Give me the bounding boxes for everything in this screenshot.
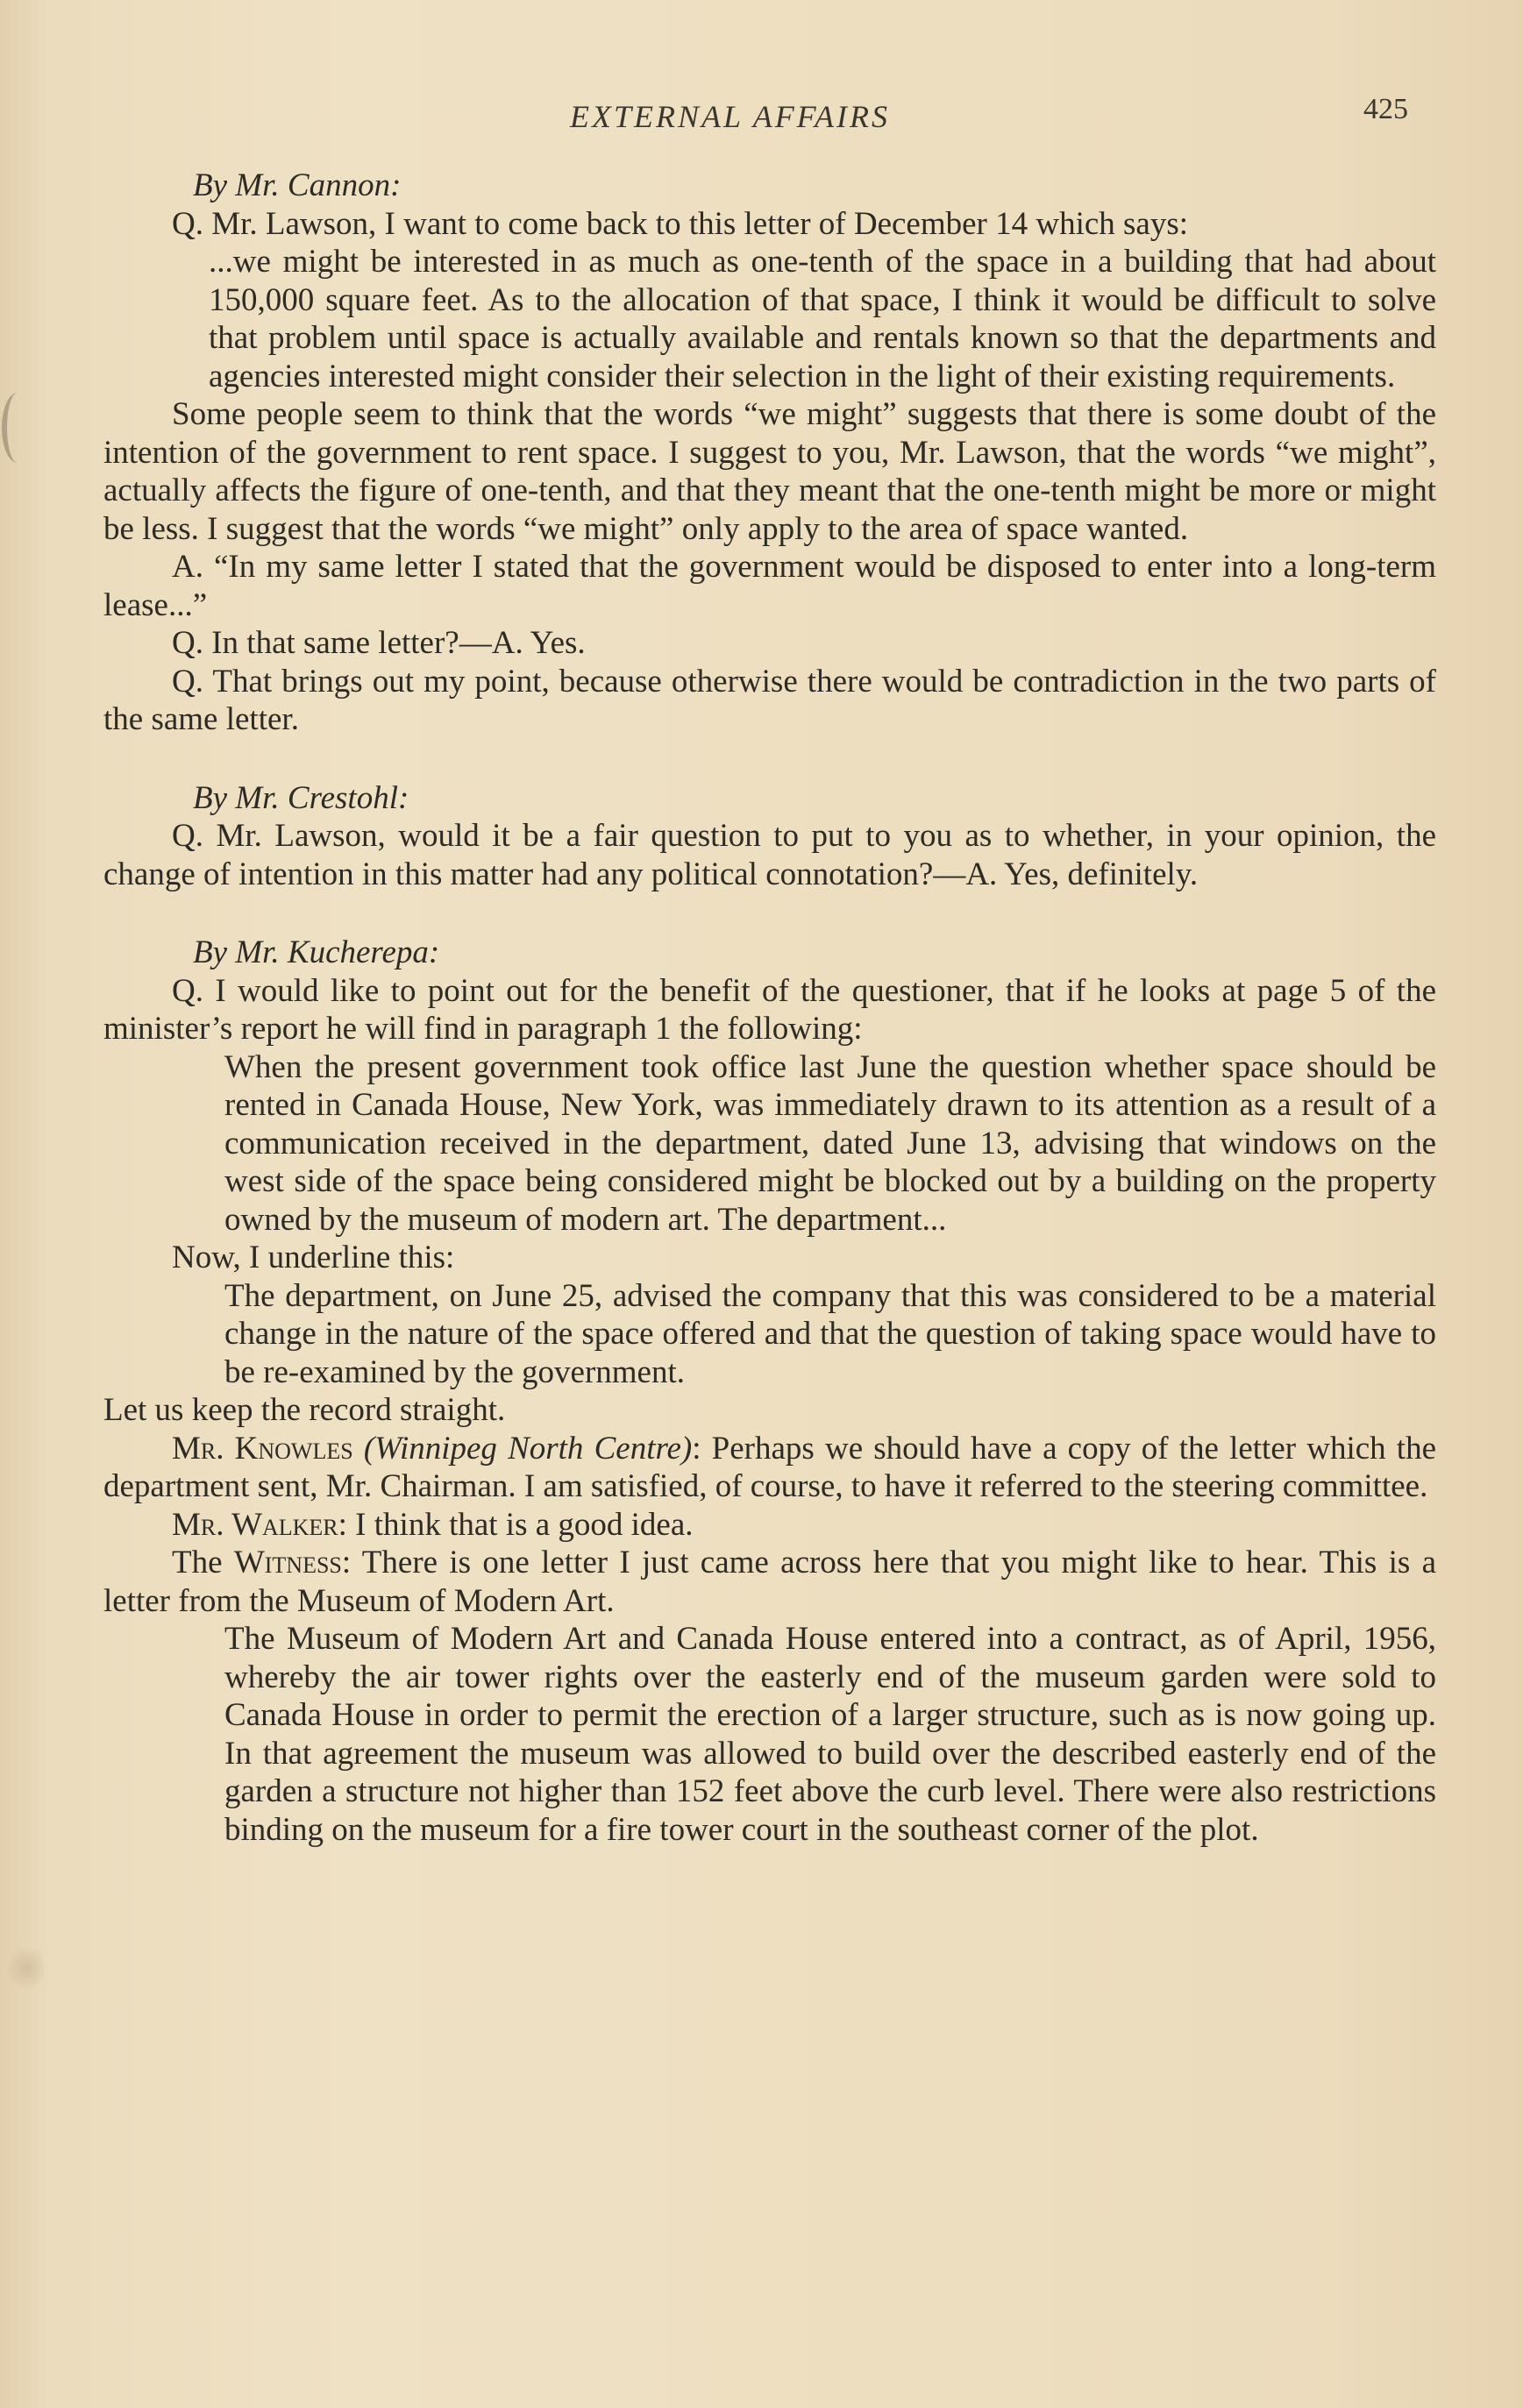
answer-paragraph: A. “In my same letter I stated that the government would be disposed to enter into a long-term lease...”: [103, 549, 1436, 623]
block-quote-report: When the present government took office last June the question whether space should be rented in Canada House, New York, was immediately drawn to its attention as a result of a communication received in the department, dated June 13, advising that windows on the west side of the space being considered might be blocked out by a building on the property owned by the museum of modern art. The department...: [224, 1048, 1436, 1238]
page-header: [0, 93, 1523, 142]
knowles-statement: [103, 1430, 1436, 1506]
speaker-riding: (Winnipeg North Centre): [363, 1430, 693, 1467]
block-quote-report: The department, on June 25, advised the company that this was considered to be a material change in the nature of the space offered and that the question of taking space would have to be re-examined by the government.: [224, 1277, 1436, 1390]
page-edge-stain: [2, 393, 33, 463]
page-number: 425: [1363, 93, 1408, 125]
block-quote-museum-letter: The Museum of Modern Art and Canada House entered into a contract, as of April, 1956, whereby the air tower rights over the easterly end of the museum garden were sold to Canada House in order to permit the erection of a larger structure, such as is now going up. In that agreement the museum was allowed to build over the described easterly end of the garden a structure not higher than 152 feet above the curb level. There were also restrictions binding on the museum for a fire tower court in the southeast corner of the plot.: [224, 1621, 1436, 1848]
statement-line: Let us keep the record straight.: [103, 1392, 506, 1428]
speaker-heading-cannon: By Mr. Cannon:: [193, 167, 402, 203]
question-paragraph: Some people seem to think that the words “we might” suggests that there is some doubt of the intention of the government to rent space. I suggest to you, Mr. Lawson, that the words “we might”, actually affects the figure of one-tenth, and that they meant that the one-tenth might be more or might be less. I suggest that the words “we might” only apply to the area of space wanted.: [103, 396, 1436, 547]
statement-text: : Perhaps we should have a copy of the letter which the department sent, Mr. Chairman. I am satisfied, of course, to have it referred to the steering committee.: [103, 1430, 1437, 1504]
statement-text: : There is one letter I just came across here that you might like to hear. This is a letter from the Museum of Modern Art.: [103, 1545, 1436, 1619]
walker-statement: [103, 1506, 1436, 1545]
question-paragraph: Q. That brings out my point, because otherwise there would be contradiction in the two parts of the same letter.: [103, 663, 1436, 737]
speaker-name: Witness: [233, 1545, 342, 1580]
speaker-prefix: The: [172, 1545, 234, 1580]
speaker-heading-kucherepa: By Mr. Kucherepa:: [193, 934, 440, 970]
question-paragraph: Q. In that same letter?—A. Yes.: [172, 625, 586, 661]
speaker-name: Mr. Knowles: [172, 1430, 353, 1467]
question-paragraph: Q. I would like to point out for the benefit of the questioner, that if he looks at page 5 of the minister’s report he will find in paragraph 1 the following:: [103, 972, 1436, 1047]
statement-text: : I think that is a good idea.: [338, 1506, 694, 1543]
question-paragraph: Q. Mr. Lawson, I want to come back to this letter of December 14 which says:: [172, 205, 1189, 242]
speaker-heading-crestohl: By Mr. Crestohl:: [193, 779, 409, 816]
interjection-line: Now, I underline this:: [172, 1240, 455, 1275]
block-quote-letter: ...we might be interested in as much as one-tenth of the space in a building that had about 150,000 square feet. As to the allocation of that space, I think it would be difficult to solve that problem until space is actually available and rentals known so that the departments and agencies interested might consider their selection in the light of their existing requirements.: [209, 244, 1436, 394]
page-body: [103, 167, 1436, 1849]
page-spot-stain: [9, 1942, 44, 1994]
question-paragraph: Q. Mr. Lawson, would it be a fair question to put to you as to whether, in your opinion, the change of intention in this matter had any political connotation?—A. Yes, definitely.: [103, 818, 1436, 892]
witness-statement: [103, 1544, 1436, 1620]
speaker-name: Mr. Walker: [172, 1506, 338, 1543]
running-title: EXTERNAL AFFAIRS: [570, 99, 891, 134]
